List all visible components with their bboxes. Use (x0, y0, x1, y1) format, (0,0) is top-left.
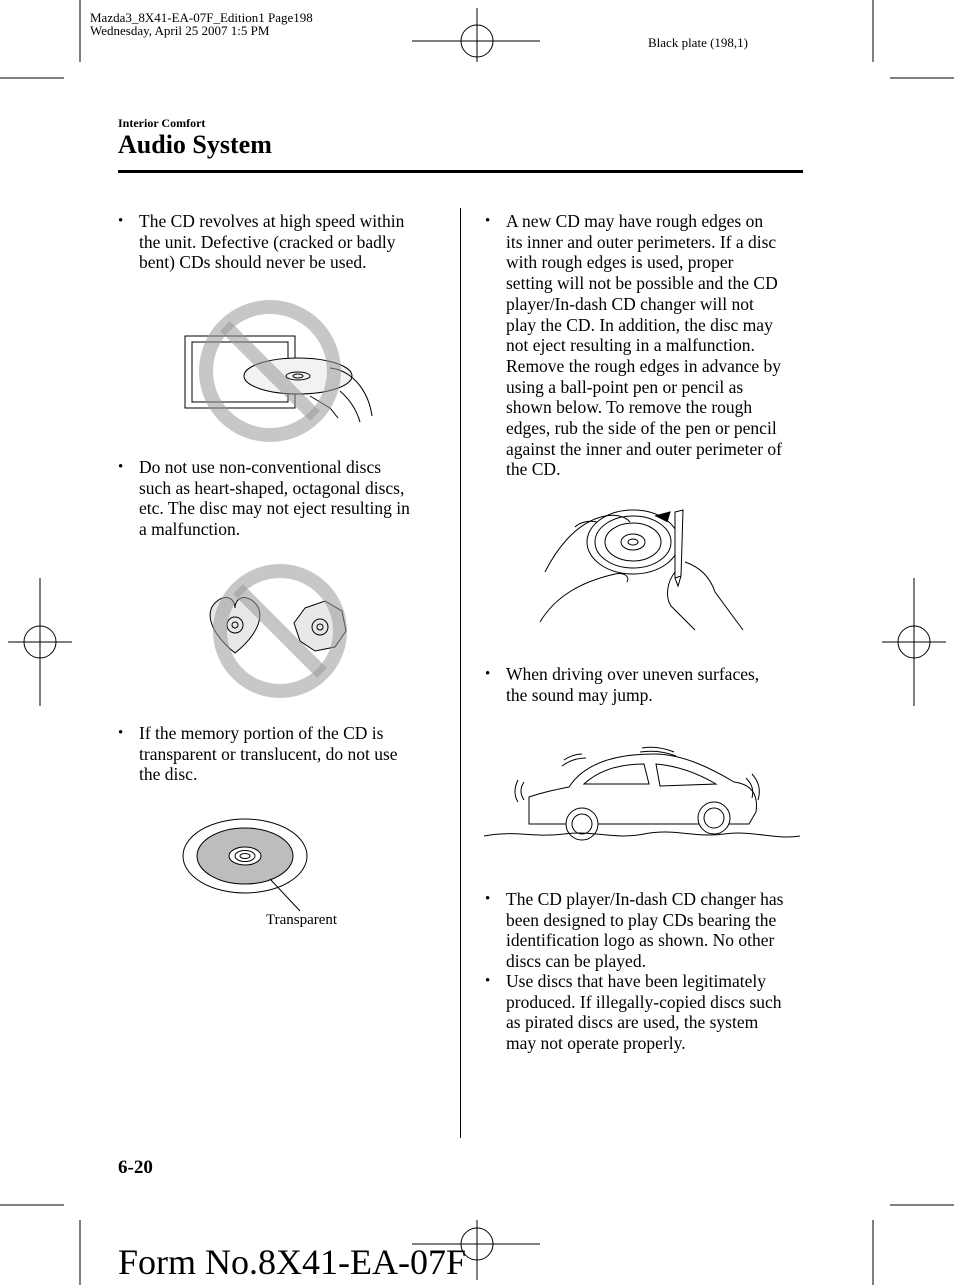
print-header-line2: Wednesday, April 25 2007 1:5 PM (90, 23, 270, 38)
section-label: Interior Comfort (118, 116, 206, 130)
bullet-icon: • (118, 725, 124, 741)
bullet-icon: • (485, 891, 491, 907)
print-header-line1: Mazda3_8X41-EA-07F_Edition1 Page198 (90, 10, 313, 25)
list-item: • A new CD may have rough edges on its inner and outer perimeters. If a disc with rough edges is used, proper setting will not be possible and the CD player/In-dash CD changer will not play the CD. In addition, the disc may not eject resulting in a malfunction. Remove the rough edges in advance by using a ball-point pen or pencil as shown below. To remove the rough edges, rub the side of the pen or pencil against the inner and outer perimeter of the CD. (485, 211, 783, 480)
plate-label: Black plate (198,1) (648, 35, 748, 50)
page-number: 6-20 (118, 1157, 153, 1178)
cracked-cd-prohibited-illustration (180, 296, 380, 446)
page-title: Audio System (118, 130, 272, 159)
bullet-icon: • (118, 459, 124, 475)
title-rule (118, 170, 803, 173)
pen-deburring-illustration (535, 502, 755, 632)
bullet-icon: • (118, 213, 124, 229)
transparent-label: Transparent (266, 912, 338, 928)
bullet-icon: • (485, 973, 491, 989)
list-item: • The CD player/In-dash CD changer has been designed to play CDs bearing the identification logo as shown. No other discs can be played. (485, 889, 784, 972)
list-item: • Use discs that have been legitimately produced. If illegally-copied discs such as pirated discs are used, the system may not operate properly. (485, 971, 782, 1054)
car-on-uneven-road-illustration (484, 742, 804, 852)
odd-shaped-discs-prohibited-illustration (200, 563, 360, 703)
list-item: • If the memory portion of the CD is transparent or translucent, do not use the disc. (118, 723, 398, 785)
form-number: Form No.8X41-EA-07F (118, 1242, 466, 1282)
transparent-disc-illustration (182, 815, 322, 895)
list-item: • When driving over uneven surfaces, the sound may jump. (485, 664, 760, 705)
bullet-icon: • (485, 666, 491, 682)
list-item: • Do not use non-conventional discs such as heart-shaped, octagonal discs, etc. The disc may not eject resulting in a malfunction. (118, 457, 410, 540)
list-item: • The CD revolves at high speed within the unit. Defective (cracked or badly bent) CDs should never be used. (118, 211, 405, 273)
bullet-icon: • (485, 213, 491, 229)
column-divider (460, 208, 461, 1138)
